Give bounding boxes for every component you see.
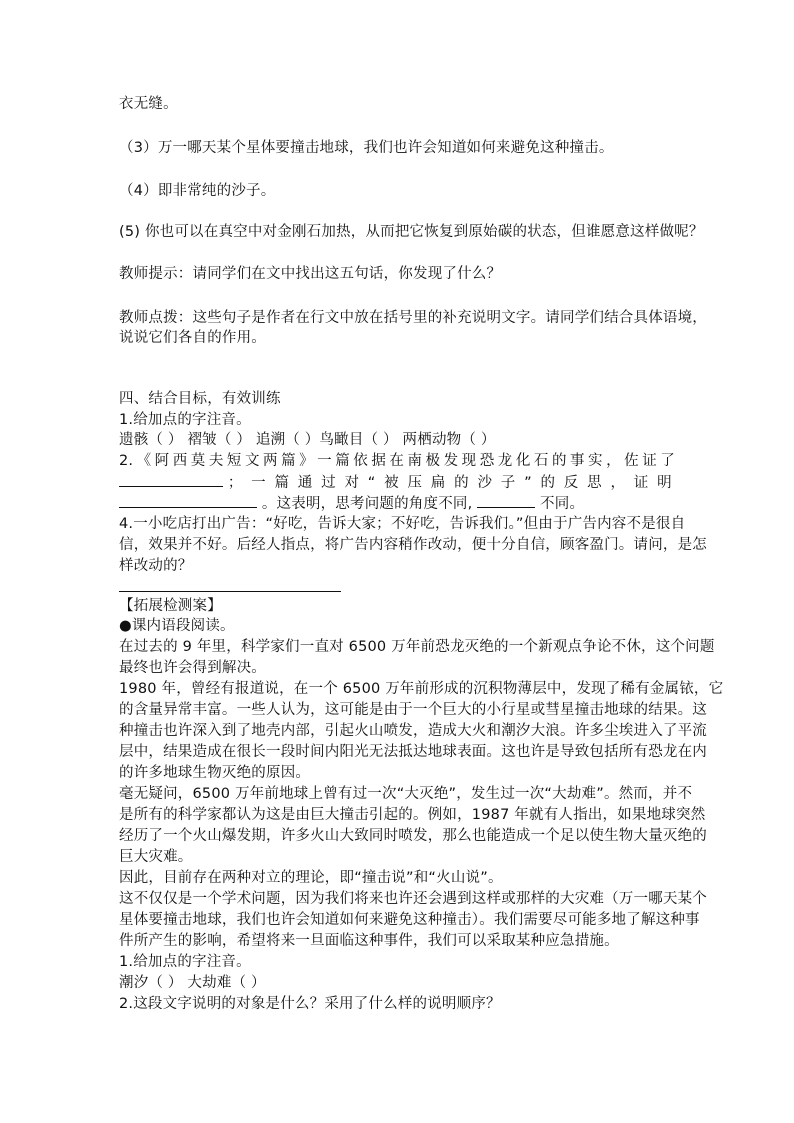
passage-line: 层中，结果造成在很长一段时间内阳光无法抵达地球表面。这也许是导致包括所有恐龙在内 [119, 744, 707, 760]
passage-line: 在过去的 9 年里，科学家们一直对 6500 万年前恐龙灭绝的一个新观点争论不休，这个问题 [119, 639, 715, 655]
passage-line: 种撞击也许深入到了地壳内部，引起火山喷发，造成大火和潮汐大浪。许多尘埃进入了平流 [119, 723, 707, 739]
passage-line: 这不仅仅是一个学术问题，因为我们将来也许还会遇到这样或那样的大灾难（万一哪天某个 [119, 891, 707, 907]
passage-line: 的许多地球生物灭绝的原因。 [119, 765, 311, 781]
question-1-items: 遗骸（ ） 褶皱（ ） 追溯（ ）鸟瞰目（ ） 两栖动物（ ） [119, 432, 496, 448]
passage-line: 星体要撞击地球，我们也许会知道如何来避免这种撞击）。我们需要尽可能多地了解这种事 [119, 912, 700, 928]
teacher-guide-line: 说说它们各自的作用。 [119, 330, 266, 346]
question-4-line: 4.一小吃店打出广告：“好吃，告诉大家；不好吃，告诉我们。”但由于广告内容不是很自 [119, 516, 686, 532]
passage-line: 经历了一个火山爆发期，许多火山大致同时喷发，那么也能造成一个足以使生物大量灭绝的 [119, 828, 707, 844]
question-2-line [119, 493, 584, 514]
teacher-hint: 教师提示：请同学们在文中找出这五句话，你发现了什么？ [119, 266, 502, 282]
passage-line: 1980 年，曾经有报道说，在一个 6500 万年前形成的沉积物薄层中，发现了稀有金属铱，它 [119, 681, 724, 697]
question-2-line [119, 472, 675, 493]
question-2-text: 。这表明，思考问题的角度不同, [261, 496, 473, 512]
question-4-line: 样改动的？ [119, 558, 193, 574]
passage-line: 最终也许会得到解决。 [119, 660, 266, 676]
answer-line[interactable] [119, 591, 341, 592]
passage-line: 是所有的科学家都认为这是由巨大撞击引起的。例如，1987 年就有人指出，如果地球突然 [119, 807, 706, 823]
extension-subheading: ●课内语段阅读。 [119, 618, 235, 634]
extension-heading: 【拓展检测案】 [119, 598, 222, 614]
extension-question-1-items: 潮汐（ ） 大劫难（ ） [119, 975, 266, 991]
question-2-text: ；一篇通过对“被压扁的沙子”的反思，证明 [227, 475, 672, 491]
text-line: （4）即非常纯的沙子。 [119, 183, 276, 199]
question-2-text: 不同。 [540, 496, 585, 512]
answer-blank[interactable] [119, 472, 223, 487]
extension-question-2: 2.这段文字说明的对象是什么？采用了什么样的说明顺序？ [119, 996, 501, 1012]
teacher-guide-line: 教师点拨：这些句子是作者在行文中放在括号里的补充说明文字。请同学们结合具体语境， [119, 310, 707, 326]
passage-line: 毫无疑问，6500 万年前地球上曾有过一次“大灭绝”，发生过一次“大劫难”。然而，并不 [119, 786, 693, 802]
answer-blank[interactable] [477, 493, 535, 508]
passage-line: 巨大灾难。 [119, 849, 193, 865]
passage-line: 件所产生的影响，希望将来一旦面临这种事件，我们可以采取某种应急措施。 [119, 933, 619, 949]
passage-line: 的含量异常丰富。一些人认为，这可能是由于一个巨大的小行星或彗星撞击地球的结果。这 [119, 702, 707, 718]
question-4-line: 信，效果并不好。后经人指点，将广告内容稍作改动，便十分自信，顾客盈门。请问，是怎 [119, 537, 707, 553]
question-2-line: 2.《阿西莫夫短文两篇》一篇依据在南极发现恐龙化石的事实，佐证了 [119, 453, 675, 469]
question-1: 1.给加点的字注音。 [119, 412, 251, 428]
section-heading: 四、结合目标，有效训练 [119, 391, 281, 407]
text-line: 衣无缝。 [119, 96, 178, 112]
text-line: (5) 你也可以在真空中对金刚石加热，从而把它恢复到原始碳的状态，但谁愿意这样做呢？ [119, 224, 704, 240]
extension-question-1: 1.给加点的字注音。 [119, 954, 251, 970]
answer-blank[interactable] [119, 493, 257, 508]
passage-line: 因此，目前存在两种对立的理论，即“撞击说”和“火山说”。 [119, 870, 503, 886]
text-line: （3）万一哪天某个星体要撞击地球，我们也许会知道如何来避免这种撞击。 [119, 140, 614, 156]
